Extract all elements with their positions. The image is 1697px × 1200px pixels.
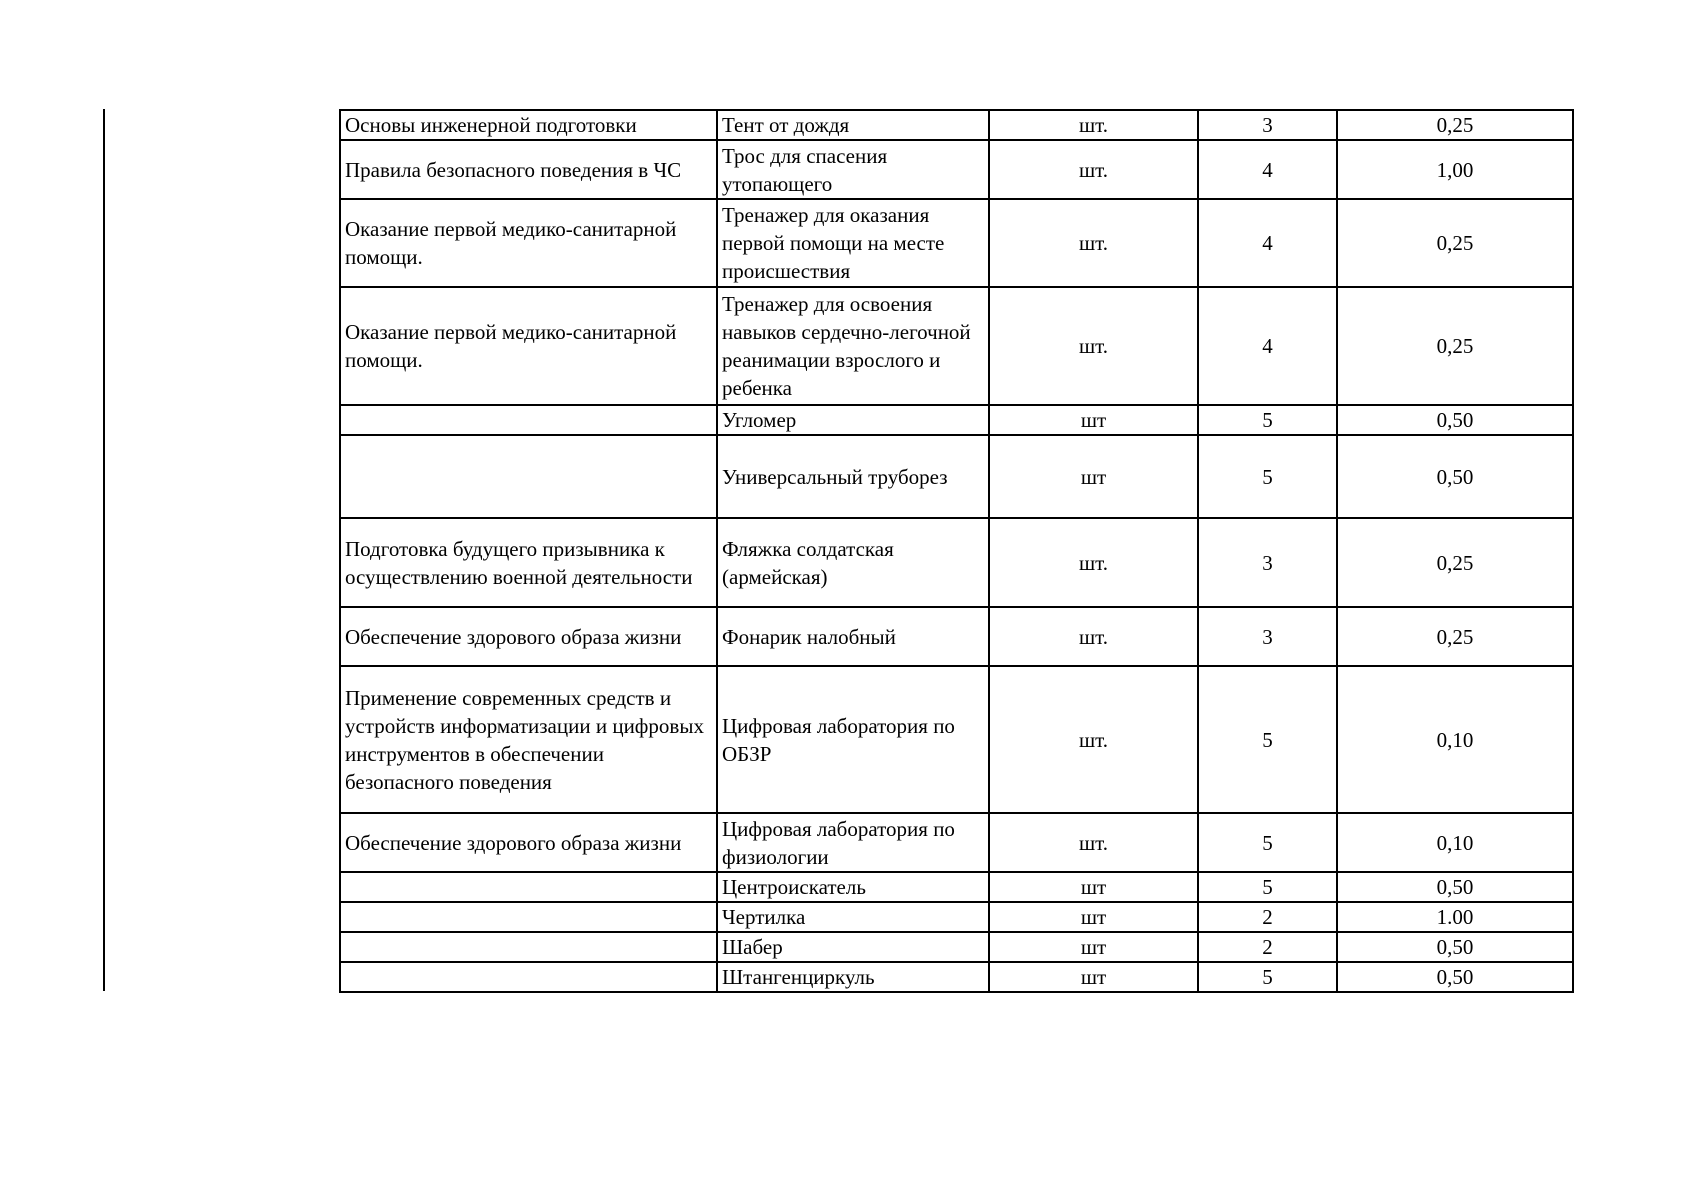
table-row	[340, 518, 1573, 607]
table-row	[340, 872, 1573, 902]
qty-cell: 5	[1198, 405, 1337, 435]
topic-cell: Обеспечение здорового образа жизни	[340, 813, 717, 872]
item-cell: Чертилка	[717, 902, 989, 932]
unit-cell: шт.	[989, 666, 1198, 813]
item-cell: Фляжка солдатская (армейская)	[717, 518, 989, 607]
qty-cell: 5	[1198, 435, 1337, 518]
coef-cell: 0,25	[1337, 607, 1573, 666]
table-row	[340, 140, 1573, 199]
item-cell: Цифровая лаборатория по физиологии	[717, 813, 989, 872]
coef-cell: 1,00	[1337, 140, 1573, 199]
qty-cell: 3	[1198, 607, 1337, 666]
topic-cell: Применение современных средств и устройств информатизации и цифровых инструментов в обеспечении безопасного поведения	[340, 666, 717, 813]
qty-cell: 5	[1198, 666, 1337, 813]
unit-cell: шт	[989, 932, 1198, 962]
unit-cell: шт	[989, 902, 1198, 932]
item-cell: Фонарик налобный	[717, 607, 989, 666]
table-row	[340, 607, 1573, 666]
coef-cell: 1.00	[1337, 902, 1573, 932]
qty-cell: 2	[1198, 902, 1337, 932]
topic-cell: Оказание первой медико-санитарной помощи.	[340, 199, 717, 287]
item-cell: Тренажер для освоения навыков сердечно-легочной реанимации взрослого и ребенка	[717, 287, 989, 405]
item-cell: Центроискатель	[717, 872, 989, 902]
equipment-table	[339, 109, 1574, 993]
qty-cell: 5	[1198, 813, 1337, 872]
table-row	[340, 813, 1573, 872]
item-cell: Тренажер для оказания первой помощи на месте происшествия	[717, 199, 989, 287]
coef-cell: 0,10	[1337, 813, 1573, 872]
topic-cell	[340, 872, 717, 902]
topic-cell	[340, 405, 717, 435]
topic-cell	[340, 902, 717, 932]
unit-cell: шт.	[989, 140, 1198, 199]
unit-cell: шт	[989, 872, 1198, 902]
unit-cell: шт.	[989, 607, 1198, 666]
table-row	[340, 287, 1573, 405]
table-row	[340, 902, 1573, 932]
coef-cell: 0,50	[1337, 932, 1573, 962]
unit-cell: шт.	[989, 518, 1198, 607]
unit-cell: шт.	[989, 199, 1198, 287]
topic-cell	[340, 962, 717, 992]
coef-cell: 0,50	[1337, 435, 1573, 518]
topic-cell: Оказание первой медико-санитарной помощи.	[340, 287, 717, 405]
unit-cell: шт.	[989, 287, 1198, 405]
coef-cell: 0,25	[1337, 199, 1573, 287]
topic-cell: Подготовка будущего призывника к осуществлению военной деятельности	[340, 518, 717, 607]
table-row	[340, 435, 1573, 518]
coef-cell: 0,50	[1337, 405, 1573, 435]
table-row	[340, 962, 1573, 992]
table-row	[340, 666, 1573, 813]
coef-cell: 0,50	[1337, 872, 1573, 902]
unit-cell: шт	[989, 435, 1198, 518]
page-margin-line	[103, 109, 105, 991]
qty-cell: 4	[1198, 199, 1337, 287]
topic-cell: Основы инженерной подготовки	[340, 110, 717, 140]
qty-cell: 3	[1198, 518, 1337, 607]
table-row	[340, 110, 1573, 140]
unit-cell: шт	[989, 405, 1198, 435]
item-cell: Шабер	[717, 932, 989, 962]
topic-cell	[340, 435, 717, 518]
unit-cell: шт.	[989, 813, 1198, 872]
coef-cell: 0,25	[1337, 110, 1573, 140]
coef-cell: 0,10	[1337, 666, 1573, 813]
qty-cell: 5	[1198, 962, 1337, 992]
qty-cell: 4	[1198, 287, 1337, 405]
topic-cell: Правила безопасного поведения в ЧС	[340, 140, 717, 199]
topic-cell: Обеспечение здорового образа жизни	[340, 607, 717, 666]
qty-cell: 3	[1198, 110, 1337, 140]
item-cell: Угломер	[717, 405, 989, 435]
item-cell: Тент от дождя	[717, 110, 989, 140]
table-row	[340, 199, 1573, 287]
table-row	[340, 932, 1573, 962]
qty-cell: 5	[1198, 872, 1337, 902]
coef-cell: 0,25	[1337, 518, 1573, 607]
item-cell: Цифровая лаборатория по ОБЗР	[717, 666, 989, 813]
item-cell: Универсальный труборез	[717, 435, 989, 518]
qty-cell: 4	[1198, 140, 1337, 199]
item-cell: Штангенциркуль	[717, 962, 989, 992]
unit-cell: шт	[989, 962, 1198, 992]
unit-cell: шт.	[989, 110, 1198, 140]
table-row	[340, 405, 1573, 435]
item-cell: Трос для спасения утопающего	[717, 140, 989, 199]
coef-cell: 0,50	[1337, 962, 1573, 992]
qty-cell: 2	[1198, 932, 1337, 962]
coef-cell: 0,25	[1337, 287, 1573, 405]
topic-cell	[340, 932, 717, 962]
